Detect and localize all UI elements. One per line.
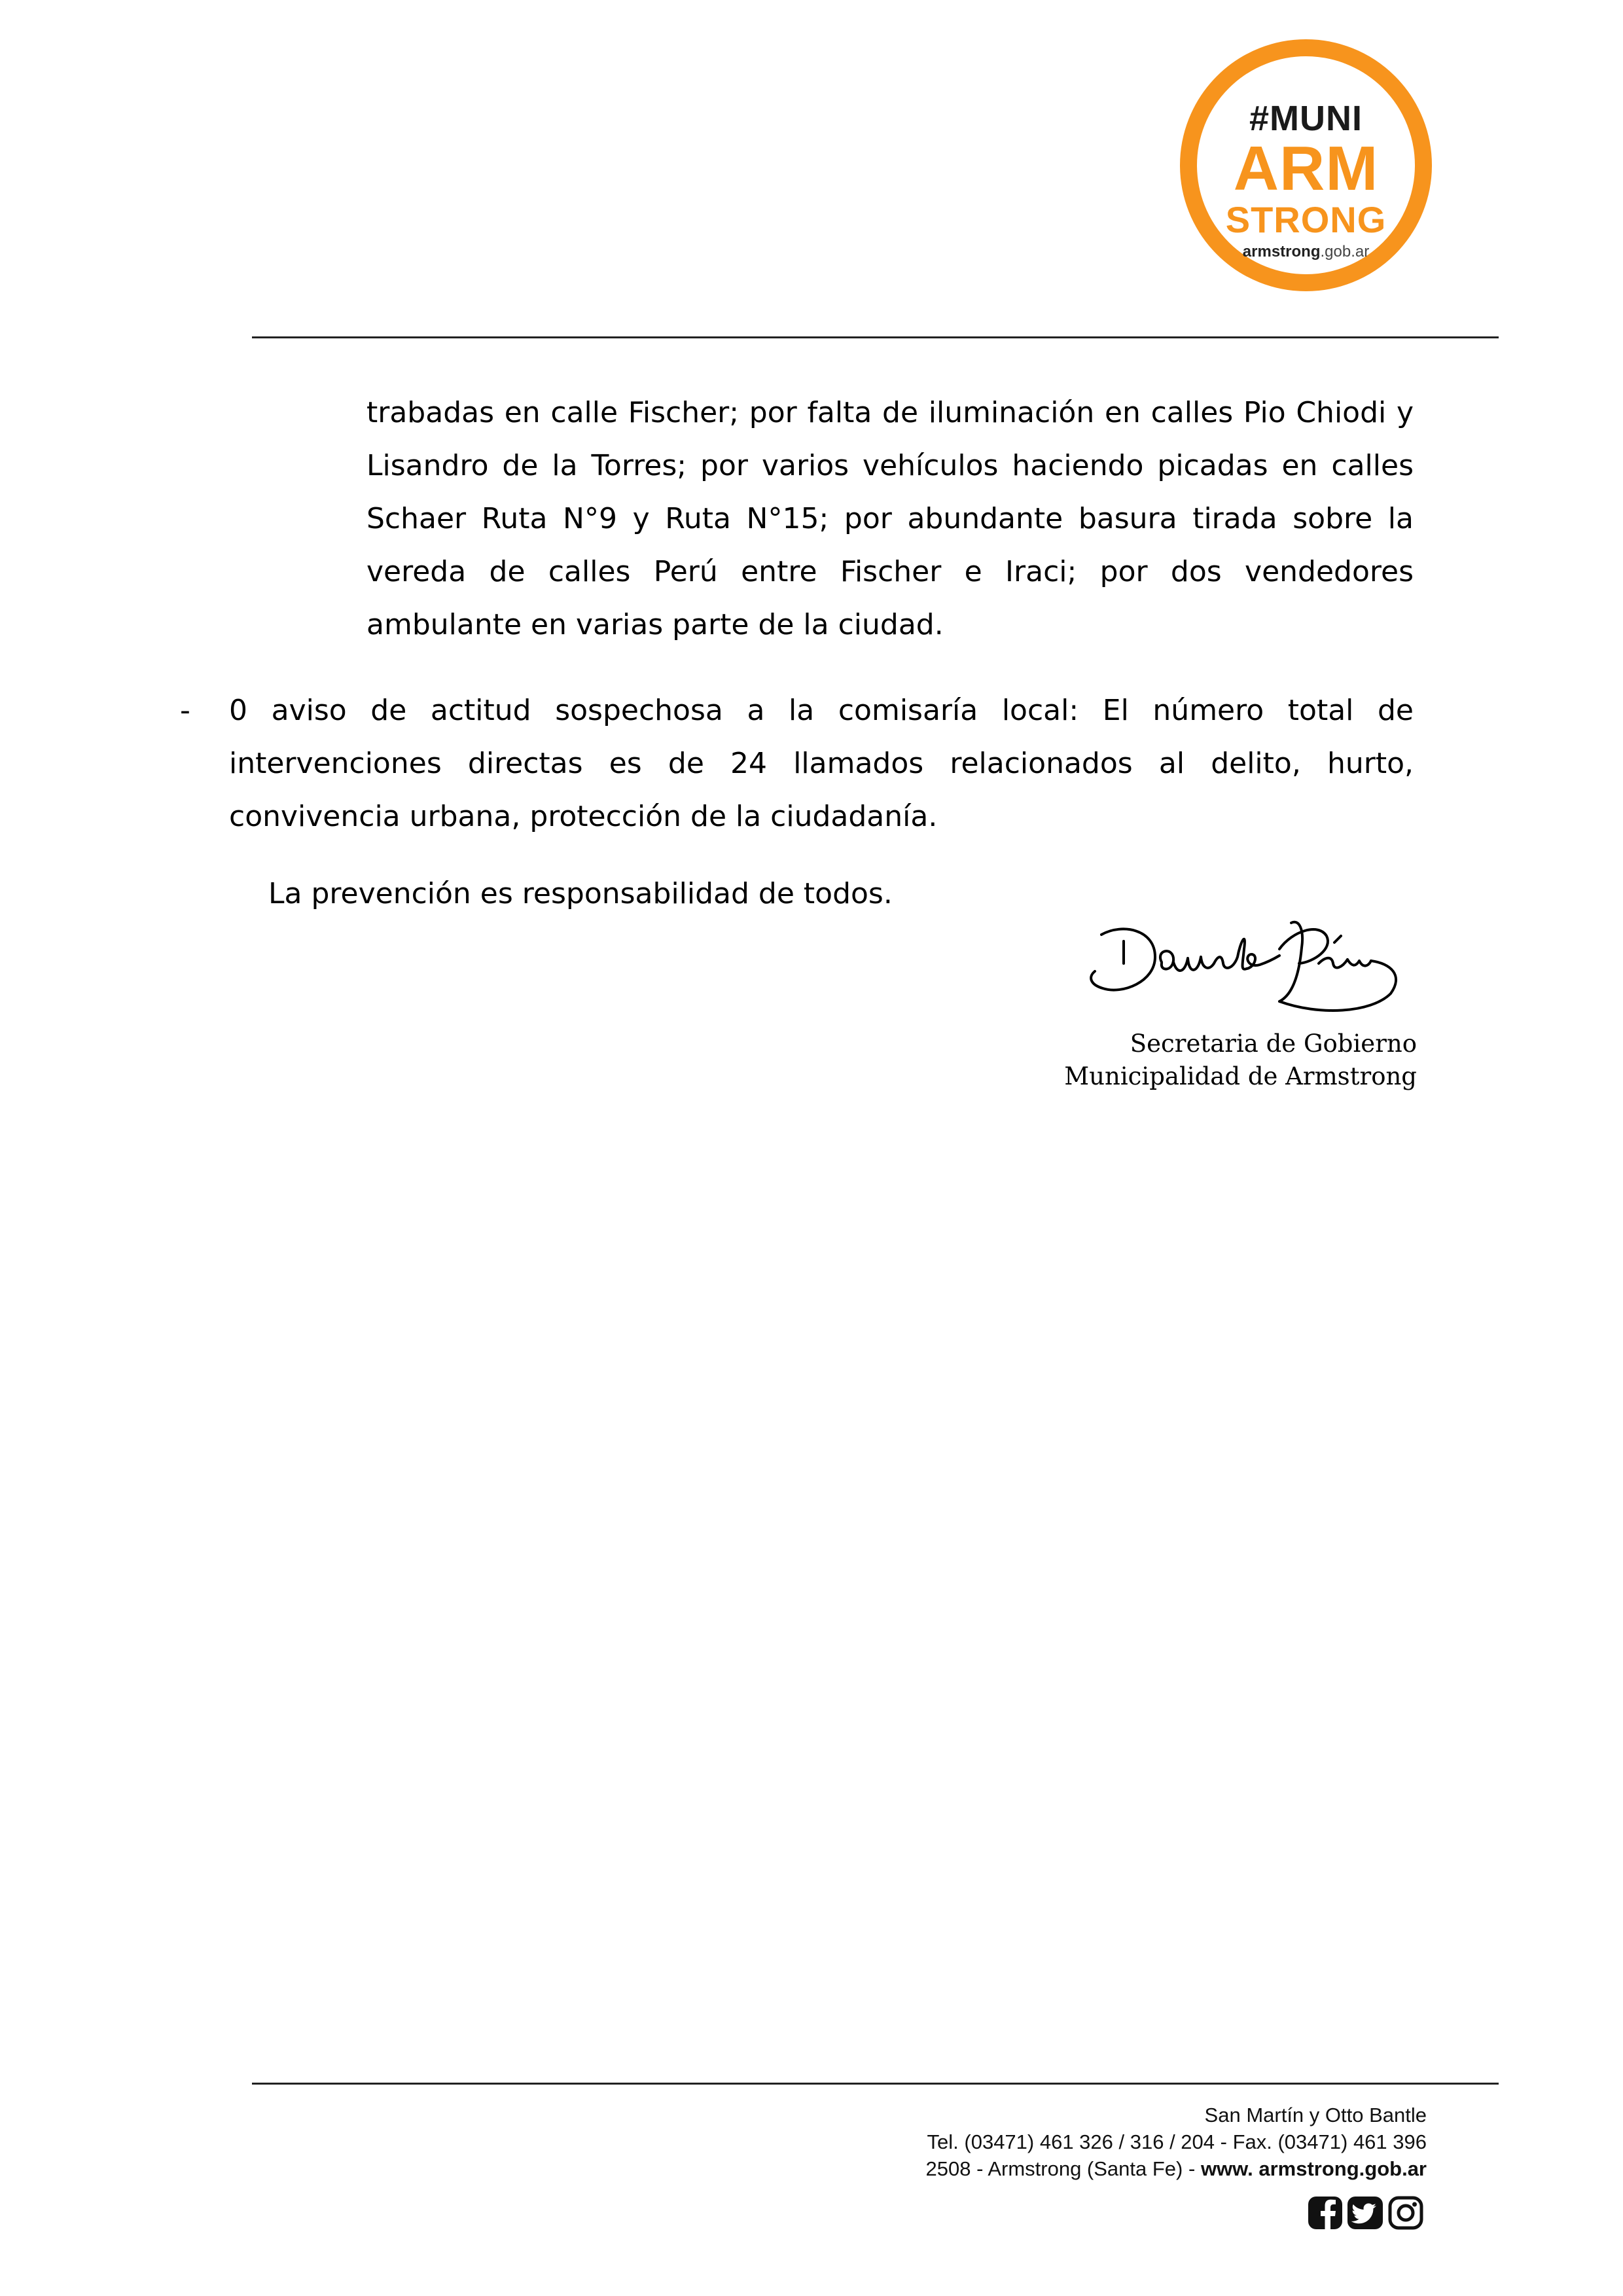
logo-url	[1197, 243, 1415, 261]
twitter-icon	[1346, 2194, 1384, 2232]
header-divider	[252, 336, 1499, 338]
footer-website: www. armstrong.gob.ar	[1200, 2157, 1427, 2180]
handwritten-signature	[1083, 903, 1423, 1021]
logo-url-tld: .gob.ar	[1320, 243, 1370, 260]
municipality-logo	[1180, 39, 1432, 291]
footer-city	[720, 2156, 1427, 2182]
bullet-marker: -	[180, 694, 190, 727]
footer-phones: Tel. (03471) 461 326 / 316 / 204 - Fax. (03471) 461 396	[927, 2130, 1427, 2153]
signatory-organization: Municipalidad de Armstrong	[1064, 1062, 1417, 1090]
instagram-icon	[1387, 2194, 1425, 2232]
logo-line-arm: ARM	[1233, 134, 1379, 204]
logo-url-domain: armstrong	[1242, 243, 1321, 260]
paragraph-continuation: trabadas en calle Fischer; por falta de iluminación en calles Pio Chiodi y Lisandro de la Torres; por varios vehículos haciendo picadas en calles Schaer Ruta N°9 y Ruta N°15; por abundante basura tirada sobre la vereda de calles Perú entre Fischer e Iraci; por dos vendedores ambulante en varias parte de la ciudad.	[366, 396, 1414, 641]
logo-line-muni: #MUNI	[1249, 99, 1363, 138]
bullet-item: 0 aviso de actitud sospechosa a la comisaría local: El número total de intervenciones directas es de 24 llamados relacionados al delito, hurto, convivencia urbana, protección de la ciudadanía.	[229, 694, 1414, 833]
signatory-title: Secretaria de Gobierno	[1130, 1030, 1417, 1058]
closing-sentence: La prevención es responsabilidad de todos.	[268, 877, 893, 910]
footer-address: San Martín y Otto Bantle	[1204, 2104, 1427, 2126]
facebook-icon	[1307, 2194, 1344, 2232]
footer-divider	[252, 2083, 1499, 2085]
footer-city-text: 2508 - Armstrong (Santa Fe) -	[925, 2157, 1201, 2180]
logo-line-strong: STRONG	[1225, 199, 1387, 240]
